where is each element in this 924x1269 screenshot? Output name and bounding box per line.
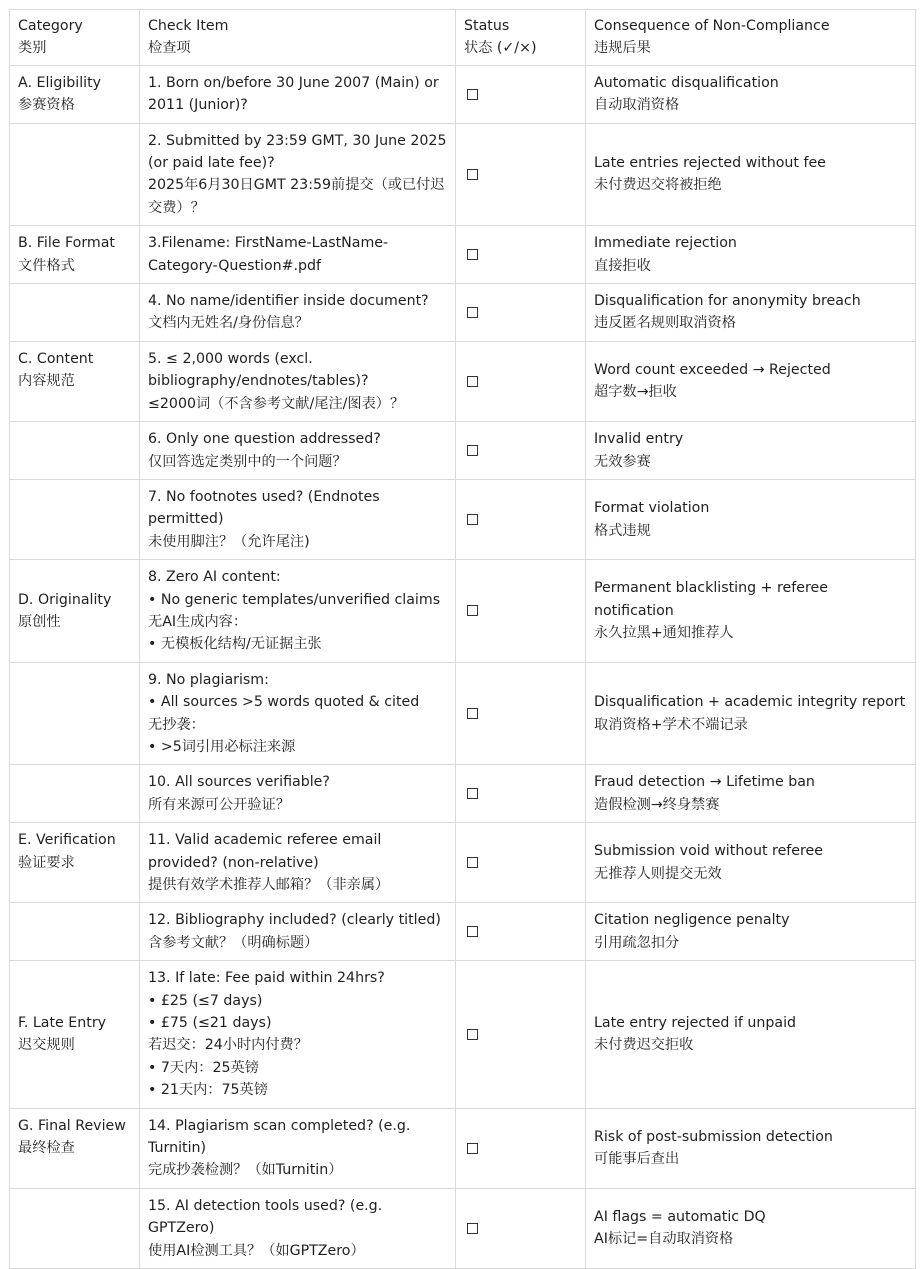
check-item-cell [140, 1108, 456, 1188]
consequence-cell [586, 903, 916, 961]
check-item-cell [140, 479, 456, 559]
check-item-cell [140, 65, 456, 123]
header-check-item-en: Check Item [148, 18, 229, 34]
consequence-cell [586, 765, 916, 823]
category-cell [10, 422, 140, 480]
consequence-cell [586, 1188, 916, 1268]
status-checkbox[interactable] [467, 514, 478, 525]
category-cell-line: 参赛资格 [18, 97, 75, 114]
consequence-cell-line: AI标记=自动取消资格 [594, 1231, 734, 1248]
consequence-cell [586, 961, 916, 1108]
check-item-cell [140, 903, 456, 961]
consequence-cell-line: 格式违规 [594, 522, 651, 539]
check-item-cell-line: • £25 (≤7 days) [148, 992, 263, 1009]
status-cell [456, 961, 586, 1108]
check-item-cell-line: 所有来源可公开验证？ [148, 796, 290, 813]
consequence-cell [586, 226, 916, 284]
table-row [10, 284, 916, 342]
status-cell [456, 1188, 586, 1268]
header-status [456, 10, 586, 66]
check-item-cell-line: 8. Zero AI content: [148, 569, 281, 586]
header-category-zh: 类别 [18, 40, 47, 57]
check-item-cell [140, 560, 456, 663]
check-item-cell-line: • £75 (≤21 days) [148, 1015, 272, 1032]
category-cell-line: A. Eligibility [18, 74, 102, 91]
header-status-en: Status [464, 18, 510, 34]
category-cell [10, 823, 140, 903]
consequence-cell-line: 可能事后查出 [594, 1151, 680, 1168]
header-consequence-zh: 违规后果 [594, 40, 651, 57]
table-row [10, 662, 916, 765]
check-item-cell-line: 未使用脚注？（允许尾注) [148, 533, 310, 550]
consequence-cell [586, 560, 916, 663]
category-cell-line: G. Final Review [18, 1117, 126, 1134]
check-item-cell-line: 完成抄袭检测？（如Turnitin） [148, 1162, 343, 1179]
check-item-cell [140, 284, 456, 342]
check-item-cell-line: 无AI生成内容： [148, 613, 248, 630]
check-item-cell-line: 13. If late: Fee paid within 24hrs? [148, 970, 385, 987]
check-item-cell-line: 2025年6月30日GMT 23:59前提交（或已付迟交费）？ [148, 177, 445, 216]
table-row [10, 1108, 916, 1188]
status-cell [456, 422, 586, 480]
status-checkbox[interactable] [467, 1143, 478, 1154]
category-cell-line: 原创性 [18, 613, 61, 630]
table-row [10, 560, 916, 663]
consequence-cell-line: Disqualification for anonymity breach [594, 293, 861, 310]
check-item-cell [140, 422, 456, 480]
check-item-cell-line: 文档内无姓名/身份信息？ [148, 315, 309, 332]
category-cell [10, 479, 140, 559]
table-row [10, 123, 916, 226]
status-cell [456, 65, 586, 123]
check-item-cell-line: 1. Born on/before 30 June 2007 (Main) or 2011 (Junior)? [148, 74, 444, 114]
table-row [10, 479, 916, 559]
consequence-cell [586, 65, 916, 123]
status-cell [456, 903, 586, 961]
status-checkbox[interactable] [467, 708, 478, 719]
status-cell [456, 662, 586, 765]
consequence-cell-line: AI flags = automatic DQ [594, 1209, 766, 1226]
category-cell-line: D. Originality [18, 591, 112, 608]
check-item-cell [140, 823, 456, 903]
check-item-cell-line: 11. Valid academic referee email provided? (non-relative) [148, 832, 386, 871]
consequence-cell [586, 284, 916, 342]
check-item-cell-line: 含参考文献？（明确标题） [148, 934, 319, 951]
consequence-cell-line: 无效参赛 [594, 453, 651, 470]
consequence-cell [586, 823, 916, 903]
status-checkbox[interactable] [467, 376, 478, 387]
check-item-cell-line: ≤2000词（不含参考文献/尾注/图表）？ [148, 395, 405, 412]
category-cell [10, 123, 140, 226]
check-item-cell-line: • >5词引用必标注来源 [148, 738, 296, 755]
table-row [10, 1188, 916, 1268]
check-item-cell-line: 4. No name/identifier inside document? [148, 293, 429, 310]
status-cell [456, 123, 586, 226]
header-category [10, 10, 140, 66]
table-row [10, 823, 916, 903]
category-cell-line: 文件格式 [18, 257, 75, 274]
status-cell [456, 765, 586, 823]
compliance-checklist [9, 9, 915, 1269]
check-item-cell-line: 7. No footnotes used? (Endnotes permitted) [148, 488, 385, 528]
consequence-cell [586, 479, 916, 559]
consequence-cell-line: Word count exceeded → Rejected [594, 362, 831, 379]
check-item-cell-line: • 无模板化结构/无证据主张 [148, 636, 322, 653]
consequence-cell-line: Submission void without referee [594, 843, 824, 860]
status-checkbox[interactable] [467, 89, 478, 100]
consequence-cell [586, 1108, 916, 1188]
consequence-cell-line: 未付费迟交将被拒绝 [594, 177, 722, 194]
category-cell-line: 最终检查 [18, 1140, 75, 1157]
consequence-cell-line: Fraud detection → Lifetime ban [594, 774, 815, 791]
category-cell-line: E. Verification [18, 832, 116, 849]
category-cell [10, 765, 140, 823]
status-checkbox[interactable] [467, 857, 478, 868]
check-item-cell-line: 14. Plagiarism scan completed? (e.g. Turnitin) [148, 1117, 415, 1157]
header-check-item [140, 10, 456, 66]
check-item-cell-line: 12. Bibliography included? (clearly titled) [148, 912, 441, 929]
consequence-cell [586, 341, 916, 421]
check-item-cell-line: 5. ≤ 2,000 words (excl. bibliography/endnotes/tables)? [148, 350, 369, 390]
consequence-cell-line: 引用疏忽扣分 [594, 934, 680, 951]
check-item-cell [140, 1188, 456, 1268]
header-consequence-en: Consequence of Non-Compliance [594, 18, 830, 34]
status-checkbox[interactable] [467, 926, 478, 937]
check-item-cell [140, 961, 456, 1108]
status-checkbox[interactable] [467, 1223, 478, 1234]
consequence-cell-line: 未付费迟交拒收 [594, 1037, 694, 1054]
table-row [10, 341, 916, 421]
status-cell [456, 341, 586, 421]
status-cell [456, 479, 586, 559]
category-cell [10, 1108, 140, 1188]
consequence-cell-line: Risk of post-submission detection [594, 1128, 833, 1145]
category-cell [10, 961, 140, 1108]
status-checkbox[interactable] [467, 1029, 478, 1040]
category-cell-line: B. File Format [18, 235, 115, 252]
header-status-zh: 状态 (✓/×) [464, 40, 537, 57]
check-item-cell-line: 提供有效学术推荐人邮箱？（非亲属） [148, 877, 390, 893]
status-cell [456, 823, 586, 903]
consequence-cell-line: Late entries rejected without fee [594, 155, 826, 172]
consequence-cell-line: Citation negligence penalty [594, 912, 790, 929]
status-checkbox[interactable] [467, 605, 478, 616]
check-item-cell [140, 765, 456, 823]
consequence-cell-line: 取消资格+学术不端记录 [594, 716, 748, 733]
check-item-cell-line: 10. All sources verifiable? [148, 774, 330, 791]
category-cell [10, 226, 140, 284]
consequence-cell-line: 自动取消资格 [594, 97, 680, 114]
header-check-item-zh: 检查项 [148, 40, 191, 57]
consequence-cell [586, 123, 916, 226]
check-item-cell-line: 使用AI检测工具？（如GPTZero） [148, 1242, 365, 1259]
category-cell [10, 1188, 140, 1268]
consequence-cell-line: Immediate rejection [594, 235, 737, 252]
check-item-cell-line: • All sources >5 words quoted & cited [148, 694, 420, 711]
checklist-table [9, 9, 916, 1269]
consequence-cell-line: 永久拉黑+通知推荐人 [594, 625, 734, 642]
consequence-cell-line: Invalid entry [594, 431, 684, 448]
table-row [10, 65, 916, 123]
consequence-cell-line: 直接拒收 [594, 257, 651, 274]
consequence-cell-line: Automatic disqualification [594, 74, 779, 91]
consequence-cell-line: Format violation [594, 500, 710, 517]
status-cell [456, 560, 586, 663]
consequence-cell [586, 662, 916, 765]
category-cell-line: 迟交规则 [18, 1037, 75, 1054]
status-cell [456, 1108, 586, 1188]
consequence-cell-line: Permanent blacklisting + referee notification [594, 580, 833, 619]
check-item-cell [140, 226, 456, 284]
category-cell [10, 662, 140, 765]
consequence-cell-line: Late entry rejected if unpaid [594, 1015, 797, 1032]
check-item-cell-line: 15. AI detection tools used? (e.g. GPTZero) [148, 1197, 387, 1237]
category-cell [10, 65, 140, 123]
check-item-cell-line: 6. Only one question addressed? [148, 431, 381, 448]
status-cell [456, 226, 586, 284]
check-item-cell-line: • 21天内：75英镑 [148, 1082, 268, 1099]
table-row [10, 961, 916, 1108]
consequence-cell-line: 无推荐人则提交无效 [594, 865, 722, 882]
status-checkbox[interactable] [467, 307, 478, 318]
consequence-cell-line: 违反匿名规则取消资格 [594, 315, 736, 332]
check-item-cell-line: 无抄袭： [148, 716, 205, 733]
category-cell [10, 560, 140, 663]
check-item-cell [140, 662, 456, 765]
check-item-cell-line: 2. Submitted by 23:59 GMT, 30 June 2025 (or paid late fee)? [148, 132, 452, 172]
category-cell-line: F. Late Entry [18, 1015, 107, 1032]
status-checkbox[interactable] [467, 249, 478, 260]
table-row [10, 226, 916, 284]
check-item-cell-line: 9. No plagiarism: [148, 671, 269, 688]
check-item-cell-line: 3.Filename: FirstName-LastName-Category-Question#.pdf [148, 235, 389, 274]
check-item-cell-line: • No generic templates/unverified claims [148, 591, 441, 608]
check-item-cell [140, 123, 456, 226]
category-cell-line: 验证要求 [18, 854, 75, 871]
check-item-cell-line: 若迟交：24小时内付费？ [148, 1037, 308, 1054]
header-consequence [586, 10, 916, 66]
status-checkbox[interactable] [467, 169, 478, 180]
table-row [10, 903, 916, 961]
consequence-cell-line: 造假检测→终身禁赛 [594, 796, 720, 813]
consequence-cell-line: 超字数→拒收 [594, 384, 677, 401]
category-cell [10, 284, 140, 342]
check-item-cell-line: • 7天内：25英镑 [148, 1059, 259, 1076]
category-cell [10, 341, 140, 421]
status-cell [456, 284, 586, 342]
header-row [10, 10, 916, 66]
header-category-en: Category [18, 18, 83, 34]
table-row [10, 765, 916, 823]
consequence-cell [586, 422, 916, 480]
category-cell-line: 内容规范 [18, 373, 75, 390]
category-cell [10, 903, 140, 961]
check-item-cell [140, 341, 456, 421]
status-checkbox[interactable] [467, 445, 478, 456]
consequence-cell-line: Disqualification + academic integrity report [594, 694, 906, 711]
category-cell-line: C. Content [18, 350, 94, 367]
status-checkbox[interactable] [467, 788, 478, 799]
table-row [10, 422, 916, 480]
check-item-cell-line: 仅回答选定类别中的一个问题？ [148, 453, 347, 470]
